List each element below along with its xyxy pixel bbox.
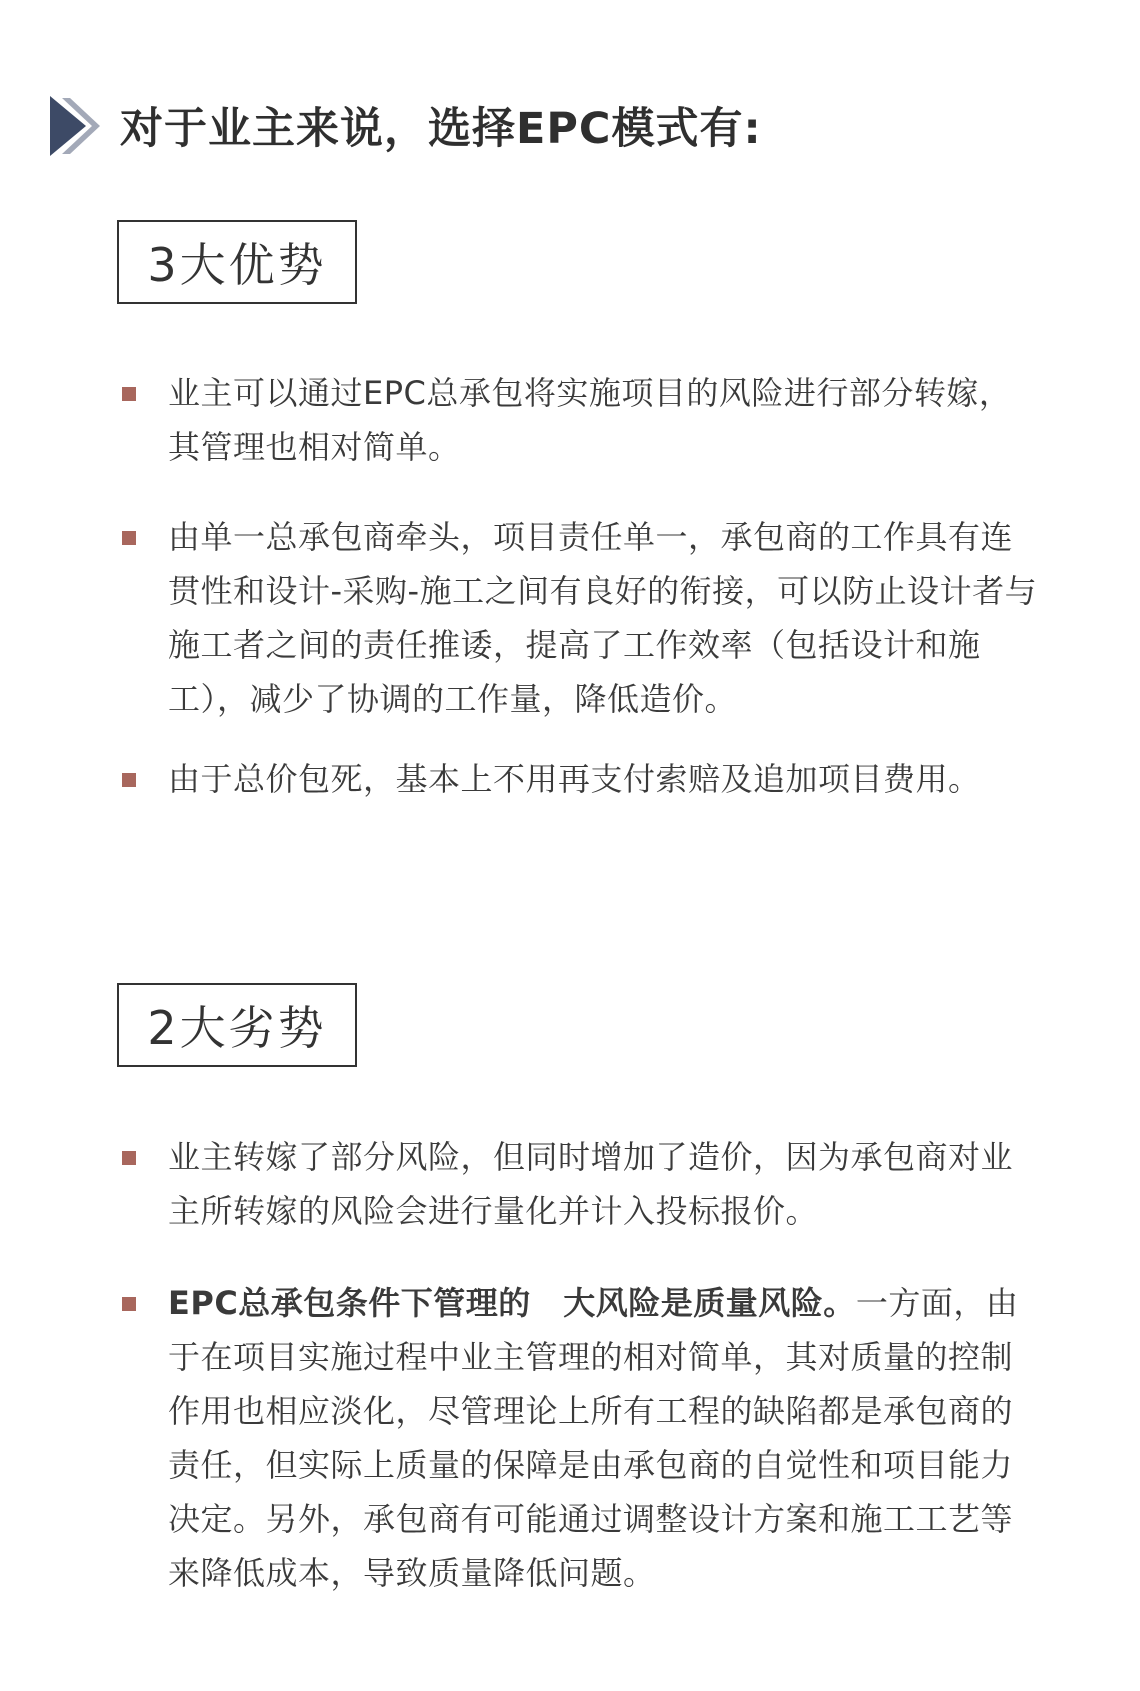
bullet-square-icon — [122, 531, 136, 545]
list-item-text: 一方面，由于在项目实施过程中业主管理的相对简单，其对质量的控制作用也相应淡化，尽管理论上所有工程的缺陷都是承包商的责任，但实际上质量的保障是由承包商的自觉性和项目能力决定。另外，承包商有可能通过调整设计方案和施工工艺等来降低成本，导致质量降低问题。 — [168, 1284, 1019, 1592]
list-item — [118, 1130, 1038, 1238]
advantages-list — [118, 366, 1038, 806]
list-item-text: 由于总价包死，基本上不用再支付索赔及追加项目费用。 — [168, 760, 981, 798]
bullet-square-icon — [122, 387, 136, 401]
bullet-square-icon — [122, 1297, 136, 1311]
list-item-text: 业主转嫁了部分风险，但同时增加了造价，因为承包商对业主所转嫁的风险会进行量化并计入投标报价。 — [168, 1138, 1014, 1230]
list-item-text: 业主可以通过EPC总承包将实施项目的风险进行部分转嫁，其管理也相对简单。 — [168, 374, 1012, 466]
disadvantages-list — [118, 1130, 1038, 1600]
heading-text: 对于业主来说，选择EPC模式有: — [120, 104, 762, 154]
list-item-lead: EPC总承包条件下管理的 大风险是质量风险。 — [168, 1284, 856, 1322]
list-item — [118, 1276, 1038, 1600]
list-item-text: 由单一总承包商牵头，项目责任单一，承包商的工作具有连贯性和设计-采购-施工之间有良好的衔接，可以防止设计者与施工者之间的责任推诿，提高了工作效率（包括设计和施工），减少了协调的工作量，降低造价。 — [168, 518, 1038, 718]
advantages-label: 3大优势 — [147, 238, 327, 292]
list-item — [118, 366, 1038, 474]
advantages-label-box — [117, 220, 357, 304]
bullet-square-icon — [122, 1151, 136, 1165]
bullet-square-icon — [122, 773, 136, 787]
list-item — [118, 752, 1038, 806]
disadvantages-label: 2大劣势 — [147, 1001, 327, 1055]
list-item — [118, 510, 1038, 726]
chevron-right-icon — [50, 96, 100, 156]
section-heading — [50, 95, 762, 156]
disadvantages-label-box — [117, 983, 357, 1067]
